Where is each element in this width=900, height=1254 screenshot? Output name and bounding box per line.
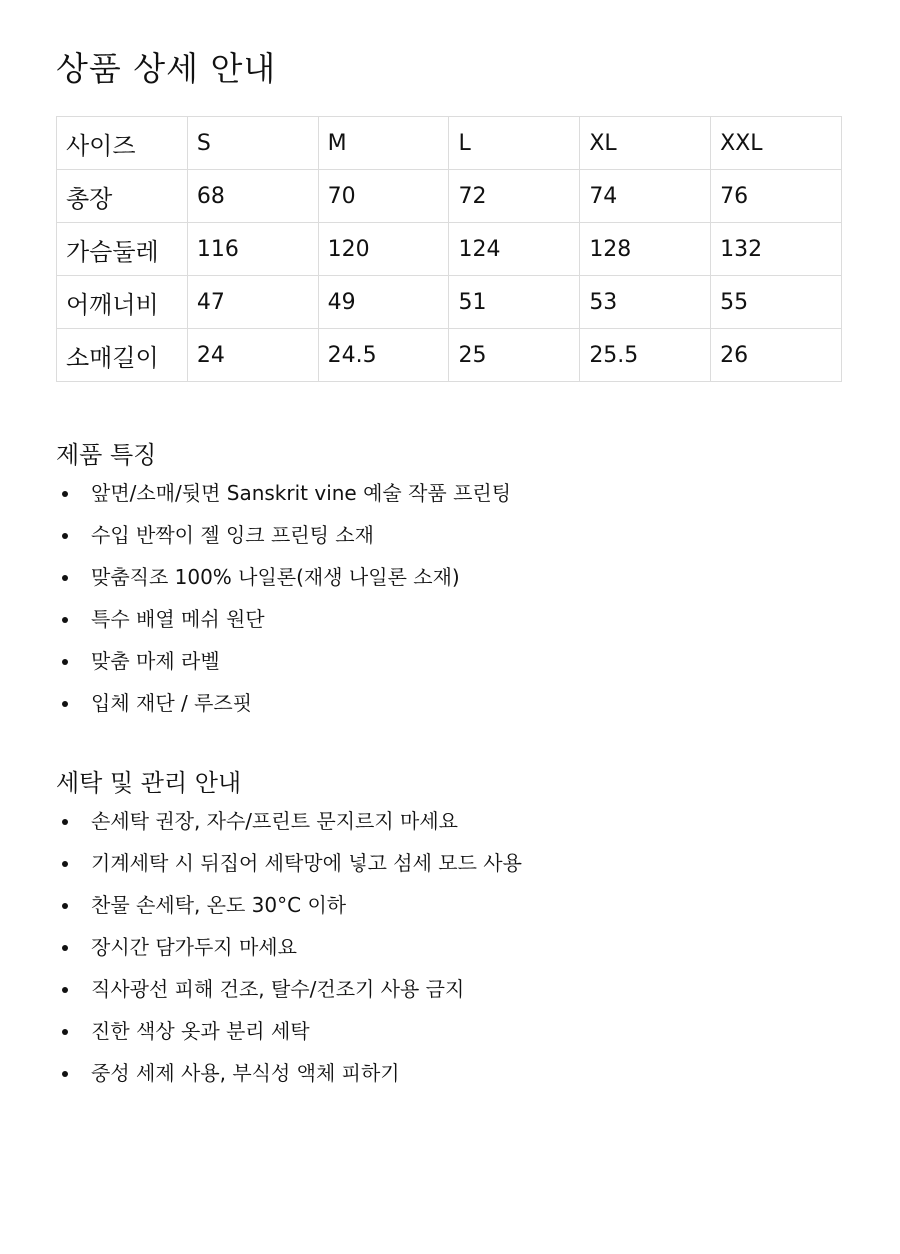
list-item-text: 장시간 담가두지 마세요 [91,935,297,959]
list-item-text: 맞춤 마제 라벨 [91,649,220,673]
table-row [57,329,842,382]
list-item-text: 입체 재단 / 루즈핏 [91,691,253,715]
header-cell-m: M [318,117,449,170]
table-cell: 124 [449,223,580,276]
list-item-text: 맞춤직조 100% 나일론(재생 나일론 소재) [91,565,460,589]
table-cell: 128 [580,223,711,276]
table-cell: 132 [711,223,842,276]
bullet-icon [62,1029,68,1035]
table-cell: 53 [580,276,711,329]
list-item [56,514,842,556]
bullet-icon [62,659,68,665]
table-cell: 76 [711,170,842,223]
care-section [56,766,842,1094]
list-item [56,800,842,842]
bullet-icon [62,945,68,951]
header-cell-xxl: XXL [711,117,842,170]
features-section [56,438,842,724]
table-cell: 74 [580,170,711,223]
list-item-text: 진한 색상 옷과 분리 세탁 [91,1019,310,1043]
list-item-text: 수입 반짝이 젤 잉크 프린팅 소재 [91,523,374,547]
bullet-icon [62,987,68,993]
table-cell: 49 [318,276,449,329]
list-item [56,598,842,640]
table-cell: 25.5 [580,329,711,382]
table-cell: 55 [711,276,842,329]
table-row [57,170,842,223]
table-header-row [57,117,842,170]
bullet-icon [62,861,68,867]
care-list [56,800,842,1094]
table-cell: 25 [449,329,580,382]
table-cell: 24 [187,329,318,382]
list-item-text: 특수 배열 메쉬 원단 [91,607,265,631]
care-title: 세탁 및 관리 안내 [56,769,242,797]
table-row [57,223,842,276]
row-label-shoulder: 어깨너비 [57,276,188,329]
row-label-sleeve: 소매길이 [57,329,188,382]
list-item [56,926,842,968]
header-cell-xl: XL [580,117,711,170]
table-cell: 51 [449,276,580,329]
table-cell: 68 [187,170,318,223]
bullet-icon [62,701,68,707]
bullet-icon [62,575,68,581]
list-item [56,556,842,598]
table-cell: 26 [711,329,842,382]
list-item [56,884,842,926]
page-title: 상품 상세 안내 [56,49,277,88]
bullet-icon [62,617,68,623]
list-item [56,1010,842,1052]
list-item [56,472,842,514]
list-item [56,682,842,724]
table-cell: 116 [187,223,318,276]
header-cell-l: L [449,117,580,170]
list-item-text: 손세탁 권장, 자수/프린트 문지르지 마세요 [91,809,458,833]
table-cell: 24.5 [318,329,449,382]
list-item-text: 중성 세제 사용, 부식성 액체 피하기 [91,1061,400,1085]
list-item [56,1052,842,1094]
header-cell-size: 사이즈 [57,117,188,170]
list-item-text: 직사광선 피해 건조, 탈수/건조기 사용 금지 [91,977,465,1001]
bullet-icon [62,819,68,825]
list-item-text: 앞면/소매/뒷면 Sanskrit vine 예술 작품 프린팅 [91,481,512,505]
list-item-text: 찬물 손세탁, 온도 30°C 이하 [91,893,347,917]
list-item [56,842,842,884]
row-label-length: 총장 [57,170,188,223]
product-detail-page [56,0,842,1085]
bullet-icon [62,903,68,909]
bullet-icon [62,533,68,539]
bullet-icon [62,491,68,497]
size-table [56,116,842,382]
table-cell: 120 [318,223,449,276]
list-item [56,640,842,682]
features-list [56,472,842,724]
bullet-icon [62,1071,68,1077]
list-item-text: 기계세탁 시 뒤집어 세탁망에 넣고 섬세 모드 사용 [91,851,522,875]
row-label-chest: 가슴둘레 [57,223,188,276]
table-cell: 47 [187,276,318,329]
features-title: 제품 특징 [56,441,157,469]
list-item [56,968,842,1010]
table-cell: 72 [449,170,580,223]
table-row [57,276,842,329]
header-cell-s: S [187,117,318,170]
table-cell: 70 [318,170,449,223]
